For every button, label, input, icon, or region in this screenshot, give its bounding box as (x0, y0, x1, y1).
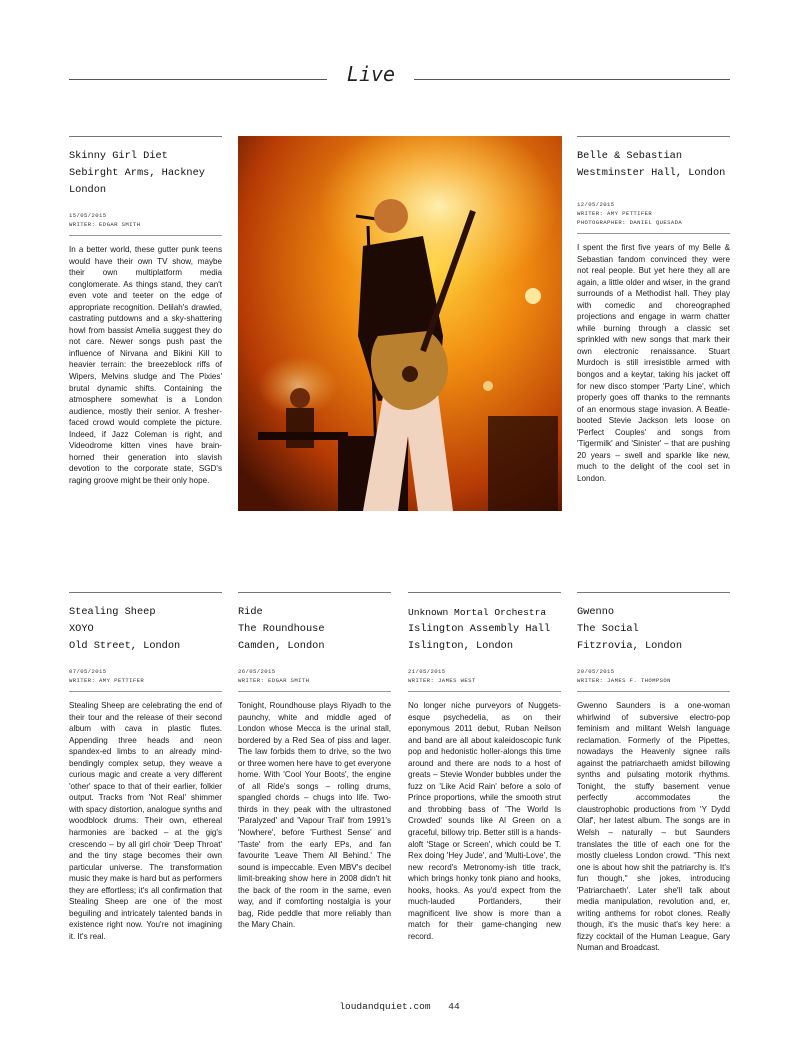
review-body: Stealing Sheep are celebrating the end of their tour and the release of their second album with cava in plastic flutes. Appending three heads and neon spandex-ed limbs to an already mind-bendingly complex setup, they weave a curious magic and create a very different 'other' space to that of their earlier, folkier output. Tracks from 'Not Real' shimmer with spacy distortion, analogue synths and woodblock drums. Their own, ethereal harmonies are backed – at the gig's crescendo – by all girl choir 'Deep Throat' and the tiny stage becomes their own particular universe. The transformation music they make is hard but as performers they are effortless; it's all confirmation that Stealing Sheep are one of the most beguiling and intricately talented bands in existence right now. You're not imagining it. It's real. (69, 701, 222, 941)
section-rule-left (69, 79, 327, 80)
review-ride (238, 592, 391, 931)
review-body: No longer niche purveyors of Nuggets-esque psychedelia, as on their eponymous 2011 debut, Ruban Neilson and band are all about kaleidoscopic funk pop and hedonistic holler-alongs this time around and there are nods to a host of greats – Stevie Wonder bubbles under the fuzz on 'Like Acid Rain' before a solo of Prince proportions, while the smooth strut and throbbing bass of 'The World Is Crowded' sounds like Al Green on a graceful, billowy trip. Better still is a hands-aloft 'Stage or Screen', which could be T. Rex doing 'Hey Jude', and 'Multi-Love', the new record's Metronomy-ish title track, which brings honky tonk piano and hooks, hooks, hooks. As you'd expect from the much-lauded Portlanders, their magnificent live show is more than a match for their game-changing new record. (408, 701, 561, 941)
location: Islington, London (408, 640, 514, 652)
review-top-rule (69, 136, 222, 137)
review-skinny-girl-diet (69, 136, 222, 486)
meta-rule (577, 691, 730, 692)
band-name: Ride (238, 606, 263, 618)
review-heading (69, 148, 222, 199)
review-heading (69, 604, 222, 655)
page-footer (0, 1001, 799, 1012)
review-heading (577, 604, 730, 655)
venue: The Roundhouse (238, 623, 325, 635)
meta-rule (577, 233, 730, 234)
section-rule-right (414, 79, 730, 80)
review-unknown-mortal-orchestra (408, 592, 561, 942)
footer-site: loudandquiet.com (339, 1001, 431, 1012)
location: London (69, 184, 107, 196)
review-top-rule (408, 592, 561, 593)
band-name: Belle & Sebastian (577, 150, 683, 162)
review-date: 15/05/2015 (69, 212, 107, 219)
venue: XOYO (69, 623, 94, 635)
section-title: Live (346, 62, 396, 86)
band-name: Gwenno (577, 606, 615, 618)
review-top-rule (238, 592, 391, 593)
review-writer: WRITER: EDGAR SMITH (69, 221, 141, 228)
review-writer: WRITER: EDGAR SMITH (238, 677, 310, 684)
review-writer: WRITER: JAMES F. THOMPSON (577, 677, 671, 684)
meta-rule (69, 235, 222, 236)
meta-rule (238, 691, 391, 692)
review-writer: WRITER: JAMES WEST (408, 677, 476, 684)
location: Fitzrovia, London (577, 640, 683, 652)
band-name: Unknown Mortal Orchestra (408, 607, 547, 618)
meta-rule (408, 691, 561, 692)
venue: Sebirght Arms, Hackney (69, 167, 205, 179)
review-gwenno (577, 592, 730, 954)
review-body: Gwenno Saunders is a one-woman whirlwind of subversive electro-pop feminism and militant Welsh language reclamation. Formerly of the Pipettes, nowadays the Heavenly signee rails against the patriarchaeth amidst billowing synths and pulsating motorik rhythms. Tonight, the stuffy basement venue perfectly accommodates the claustrophobic productions from 'Y Dydd Olaf', her latest album. The songs are in Welsh – naturally – but Saunders translates the title of each one for the mostly clueless London crowd. "This next one is about how shit the patriarchy is. It's fun though," she jokes, introducing 'Patriarchaeth'. Later she'll talk about media manipulation, revolution and, er, writing anthems for robot clones. Really though, it's the music that's key here: a fizzy cocktail of the Human League, Gary Numan and Broadcast. (577, 701, 730, 953)
review-date: 07/05/2015 (69, 668, 107, 675)
review-photographer: PHOTOGRAPHER: DANIEL QUESADA (577, 219, 683, 226)
band-name: Stealing Sheep (69, 606, 156, 618)
venue: The Social (577, 623, 639, 635)
review-date: 26/05/2015 (238, 668, 276, 675)
review-heading (238, 604, 391, 655)
review-date: 12/05/2015 (577, 201, 615, 208)
band-name: Skinny Girl Diet (69, 150, 168, 162)
review-writer: WRITER: AMY PETTIFER (577, 210, 653, 217)
review-top-rule (577, 136, 730, 137)
review-top-rule (577, 592, 730, 593)
venue: Islington Assembly Hall (408, 623, 551, 635)
review-heading (577, 148, 730, 182)
location: Old Street, London (69, 640, 181, 652)
review-belle-and-sebastian (577, 136, 730, 484)
venue: Westminster Hall, London (577, 167, 726, 179)
meta-rule (69, 691, 222, 692)
review-writer: WRITER: AMY PETTIFER (69, 677, 145, 684)
review-date: 21/05/2015 (408, 668, 446, 675)
page-number: 44 (448, 1001, 460, 1012)
location: Camden, London (238, 640, 325, 652)
review-body: Tonight, Roundhouse plays Riyadh to the paunchy, white and middle aged of London whose Mecca is the urinal stall, bordered by a Red Sea of piss and lager. The law forbids them to drive, so the two or three women here have to get everyone home. With 'Cool Your Boots', the engine of all Ride's songs – rolling drums, spangled chords – chugs into life. Two-thirds in they peak with the ultrastoned 'Paralyzed' and 'Vapour Trail' from 1991's 'Nowhere', before 'Furthest Sense' and 'Taste' from the early EPs, and fan favourite 'Leave Them All Behind.' The sound is impeccable. Even MBV's decibel limit-breaking show here in 2008 didn't hit the back of the room in the same, even way, and if comforting nostalgia is your bag, Ride peddle that more reliably than the Mary Chain. (238, 701, 391, 930)
review-body: I spent the first five years of my Belle & Sebastian fandom convinced they were not real people. But yet here they all are again, a little older and wiser, in the grand surrounds of a Methodist hall. They play with comedic and choreographed projections and engage in warm chatter while burning through a classic set sprinkled with new songs that mark their own electronic renaissance. Stuart Murdoch is still irresistible armed with bongos and a keytar, taking his jacket off for new disco stomper 'Party Line', which properly goes off thanks to the remnants of an enormous stage invasion. A Beatle-booted Stevie Jackson lets loose on 'Perfect Couples' and songs from 'Tigermilk' and 'Sinister' – that are pushing 20 years – swell and sparkle like new, much to the delight of the cool set in London. (577, 243, 730, 483)
review-body: In a better world, these gutter punk teens would have their own TV show, maybe their own multiplatform media conglomerate. As things stand, they can't even vote and teeter on the edge of appropriate recognition. Delilah's drawled, castrating putdowns and a sky-shattering howl from bassist Amelia suggest they do not care. Newer songs push past the influence of Nirvana and Bikini Kill to heavier terrain: the breezeblock riffs of Wipers, Melvins sludge and The Pixies' brutal dynamic shifts. Containing the atmosphere somewhat is a London audience, mostly their senior. A fresher-faced crowd would complete the picture. Indeed, if Jazz Coleman is right, and Videodrome kitten vines have brain-horned their generation into slavish devotion to the corporate state, SGD's raging groove might be their only hope. (69, 245, 222, 485)
concert-photo (238, 136, 562, 511)
review-heading (408, 604, 561, 655)
review-stealing-sheep (69, 592, 222, 942)
review-date: 20/05/2015 (577, 668, 615, 675)
review-top-rule (69, 592, 222, 593)
